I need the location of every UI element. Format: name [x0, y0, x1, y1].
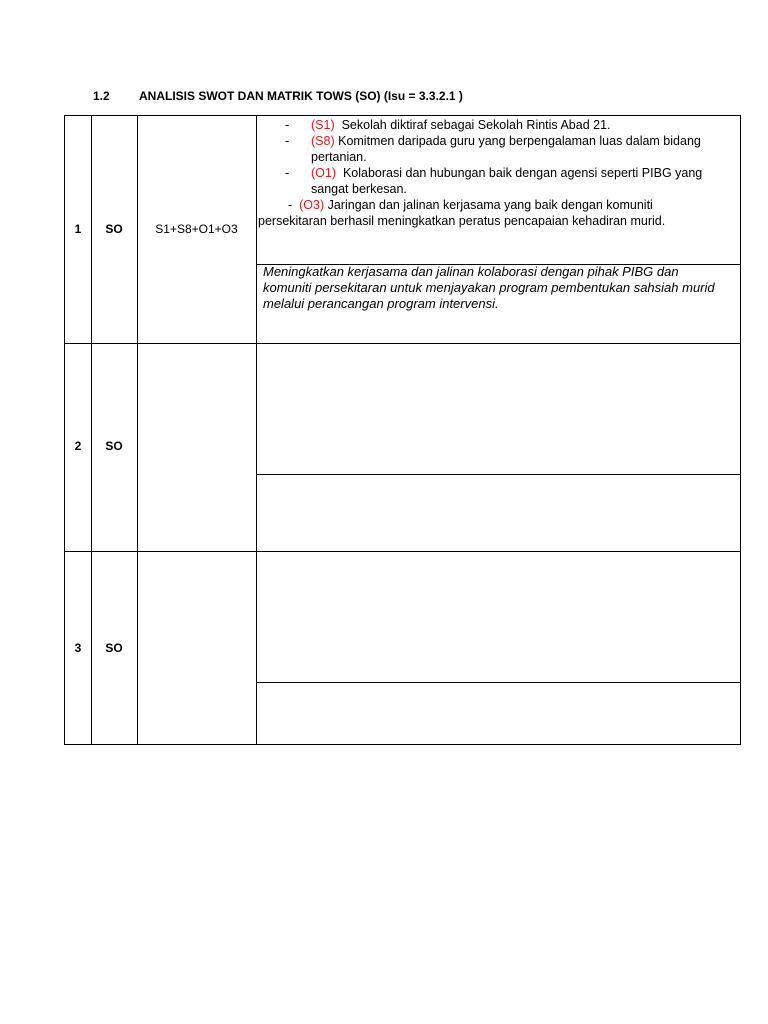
- list-item: - (S1) Sekolah diktiraf sebagai Sekolah Rintis Abad 21.: [285, 118, 611, 132]
- factor-text: Jaringan dan jalinan kerjasama yang baik dengan komuniti persekitaran berhasil meningkatkan peratus pencapaian kehadiran murid.: [258, 198, 666, 228]
- row-combination: S1+S8+O1+O3: [155, 222, 238, 236]
- row-type: SO: [105, 641, 123, 655]
- factor-text: Sekolah diktiraf sebagai Sekolah Rintis Abad 21.: [341, 118, 611, 132]
- list-item: - (O3) Jaringan dan jalinan kerjasama yang baik dengan komuniti persekitaran berhasil meningkatkan peratus pencapaian kehadiran murid.: [258, 198, 666, 228]
- swot-tows-table: [64, 115, 741, 745]
- swot-factor-list: [258, 117, 720, 229]
- section-number: 1.2: [93, 89, 110, 103]
- list-item: - (O1) Kolaborasi dan hubungan baik dengan agensi seperti PIBG yang sangat berkesan.: [285, 166, 703, 196]
- factor-code: (O1): [311, 166, 336, 180]
- factor-code: (S1): [311, 118, 335, 132]
- factor-text: Komitmen daripada guru yang berpengalaman luas dalam bidang pertanian.: [311, 134, 701, 164]
- factor-text: Kolaborasi dan hubungan baik dengan agensi seperti PIBG yang sangat berkesan.: [311, 166, 703, 196]
- factor-code: (O3): [299, 198, 325, 212]
- strategy-text: Meningkatkan kerjasama dan jalinan kolaborasi dengan pihak PIBG dan komuniti persekitaran untuk menjayakan program pembentukan sahsiah murid melalui perancangan program intervensi.: [263, 264, 715, 311]
- row-divider: [65, 343, 740, 344]
- list-item: - (S8) Komitmen daripada guru yang berpengalaman luas dalam bidang pertanian.: [285, 134, 701, 164]
- row-number: 1: [74, 222, 82, 236]
- row-number: 3: [74, 641, 82, 655]
- row-divider: [65, 551, 740, 552]
- row-type: SO: [105, 222, 123, 236]
- column-divider: [256, 116, 257, 744]
- section-title: ANALISIS SWOT DAN MATRIK TOWS (SO) (Isu = 3.3.2.1 ): [139, 89, 463, 103]
- row-number: 2: [74, 439, 82, 453]
- row-type: SO: [105, 439, 123, 453]
- subrow-divider: [256, 682, 740, 683]
- factor-code: (S8): [311, 134, 335, 148]
- column-divider: [137, 116, 138, 744]
- subrow-divider: [256, 474, 740, 475]
- section-heading: [93, 89, 463, 103]
